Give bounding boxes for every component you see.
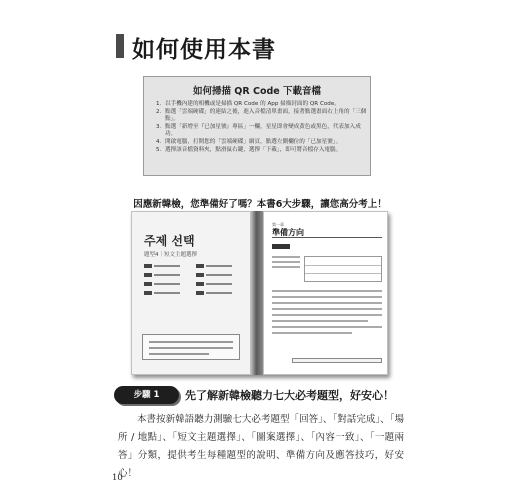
step-1-body: 本書按新韓語聽力測驗七大必考題型「回答」、「對話完成」、「場所 / 地點」、「短文主題選擇」、「圖案選擇」、「內容一致」、「一題兩答」分類，提供考生每種題型的說明、準備方向及應答技巧，好安心！ (118, 414, 404, 479)
book-right-page (263, 211, 388, 375)
book-left-title: 주제 선택 (144, 234, 195, 248)
book-right-title: 準備方向 (272, 228, 304, 237)
book-table-graphic (304, 256, 382, 282)
title-accent-bar (116, 34, 124, 58)
book-note-box (142, 334, 240, 360)
page-number: 10 (112, 473, 123, 483)
page-title: 如何使用本書 (132, 37, 276, 63)
steps-intro-heading: 因應新韓檢，您準備好了嗎？本書6大步驟，讓您高分考上！ (133, 199, 387, 210)
section-label-graphic (272, 244, 290, 249)
topic-grid-graphic (144, 264, 244, 304)
qr-step: 1. 以手機內建的相機或是掃描 QR Code 的 App 掃描封面的 QR Code。 (156, 101, 340, 107)
book-left-subtitle: 題型4｜短文主題選擇 (144, 252, 197, 258)
book-left-page (131, 211, 251, 375)
qr-step: 3. 點選「新增至『已加星號』專區」一欄，星星即會變成黃色或黑色，代表加入成功。 (156, 123, 361, 138)
qr-step: 4. 開啟電腦，打開您的「雲端硬碟」網頁，點選左側欄位的「已加星號」。 (156, 138, 342, 145)
chapter-rule (272, 237, 382, 238)
chapter-tag: 第一章 (272, 222, 284, 227)
qr-box-title: 如何掃描 QR Code 下載音檔 (192, 86, 322, 97)
qr-step: 5. 選擇該音檔資料夾，點滑鼠右鍵，選擇「下載」，即可將音檔存入電腦。 (156, 146, 342, 153)
book-footer-box (292, 358, 382, 363)
qr-instructions-box (143, 76, 371, 176)
book-spine (251, 211, 263, 375)
qr-step: 2. 點選「雲端硬碟」的連結之後，進入音檔清單畫面，接著點選畫面右上角的「三個點」。 (156, 108, 367, 123)
step-1-badge: 步驟 1 (114, 386, 179, 404)
qr-steps-list (156, 101, 368, 154)
step-1-heading: 先了解新韓檢聽力七大必考題型，好安心！ (185, 389, 394, 402)
book-spread-image (131, 211, 388, 375)
